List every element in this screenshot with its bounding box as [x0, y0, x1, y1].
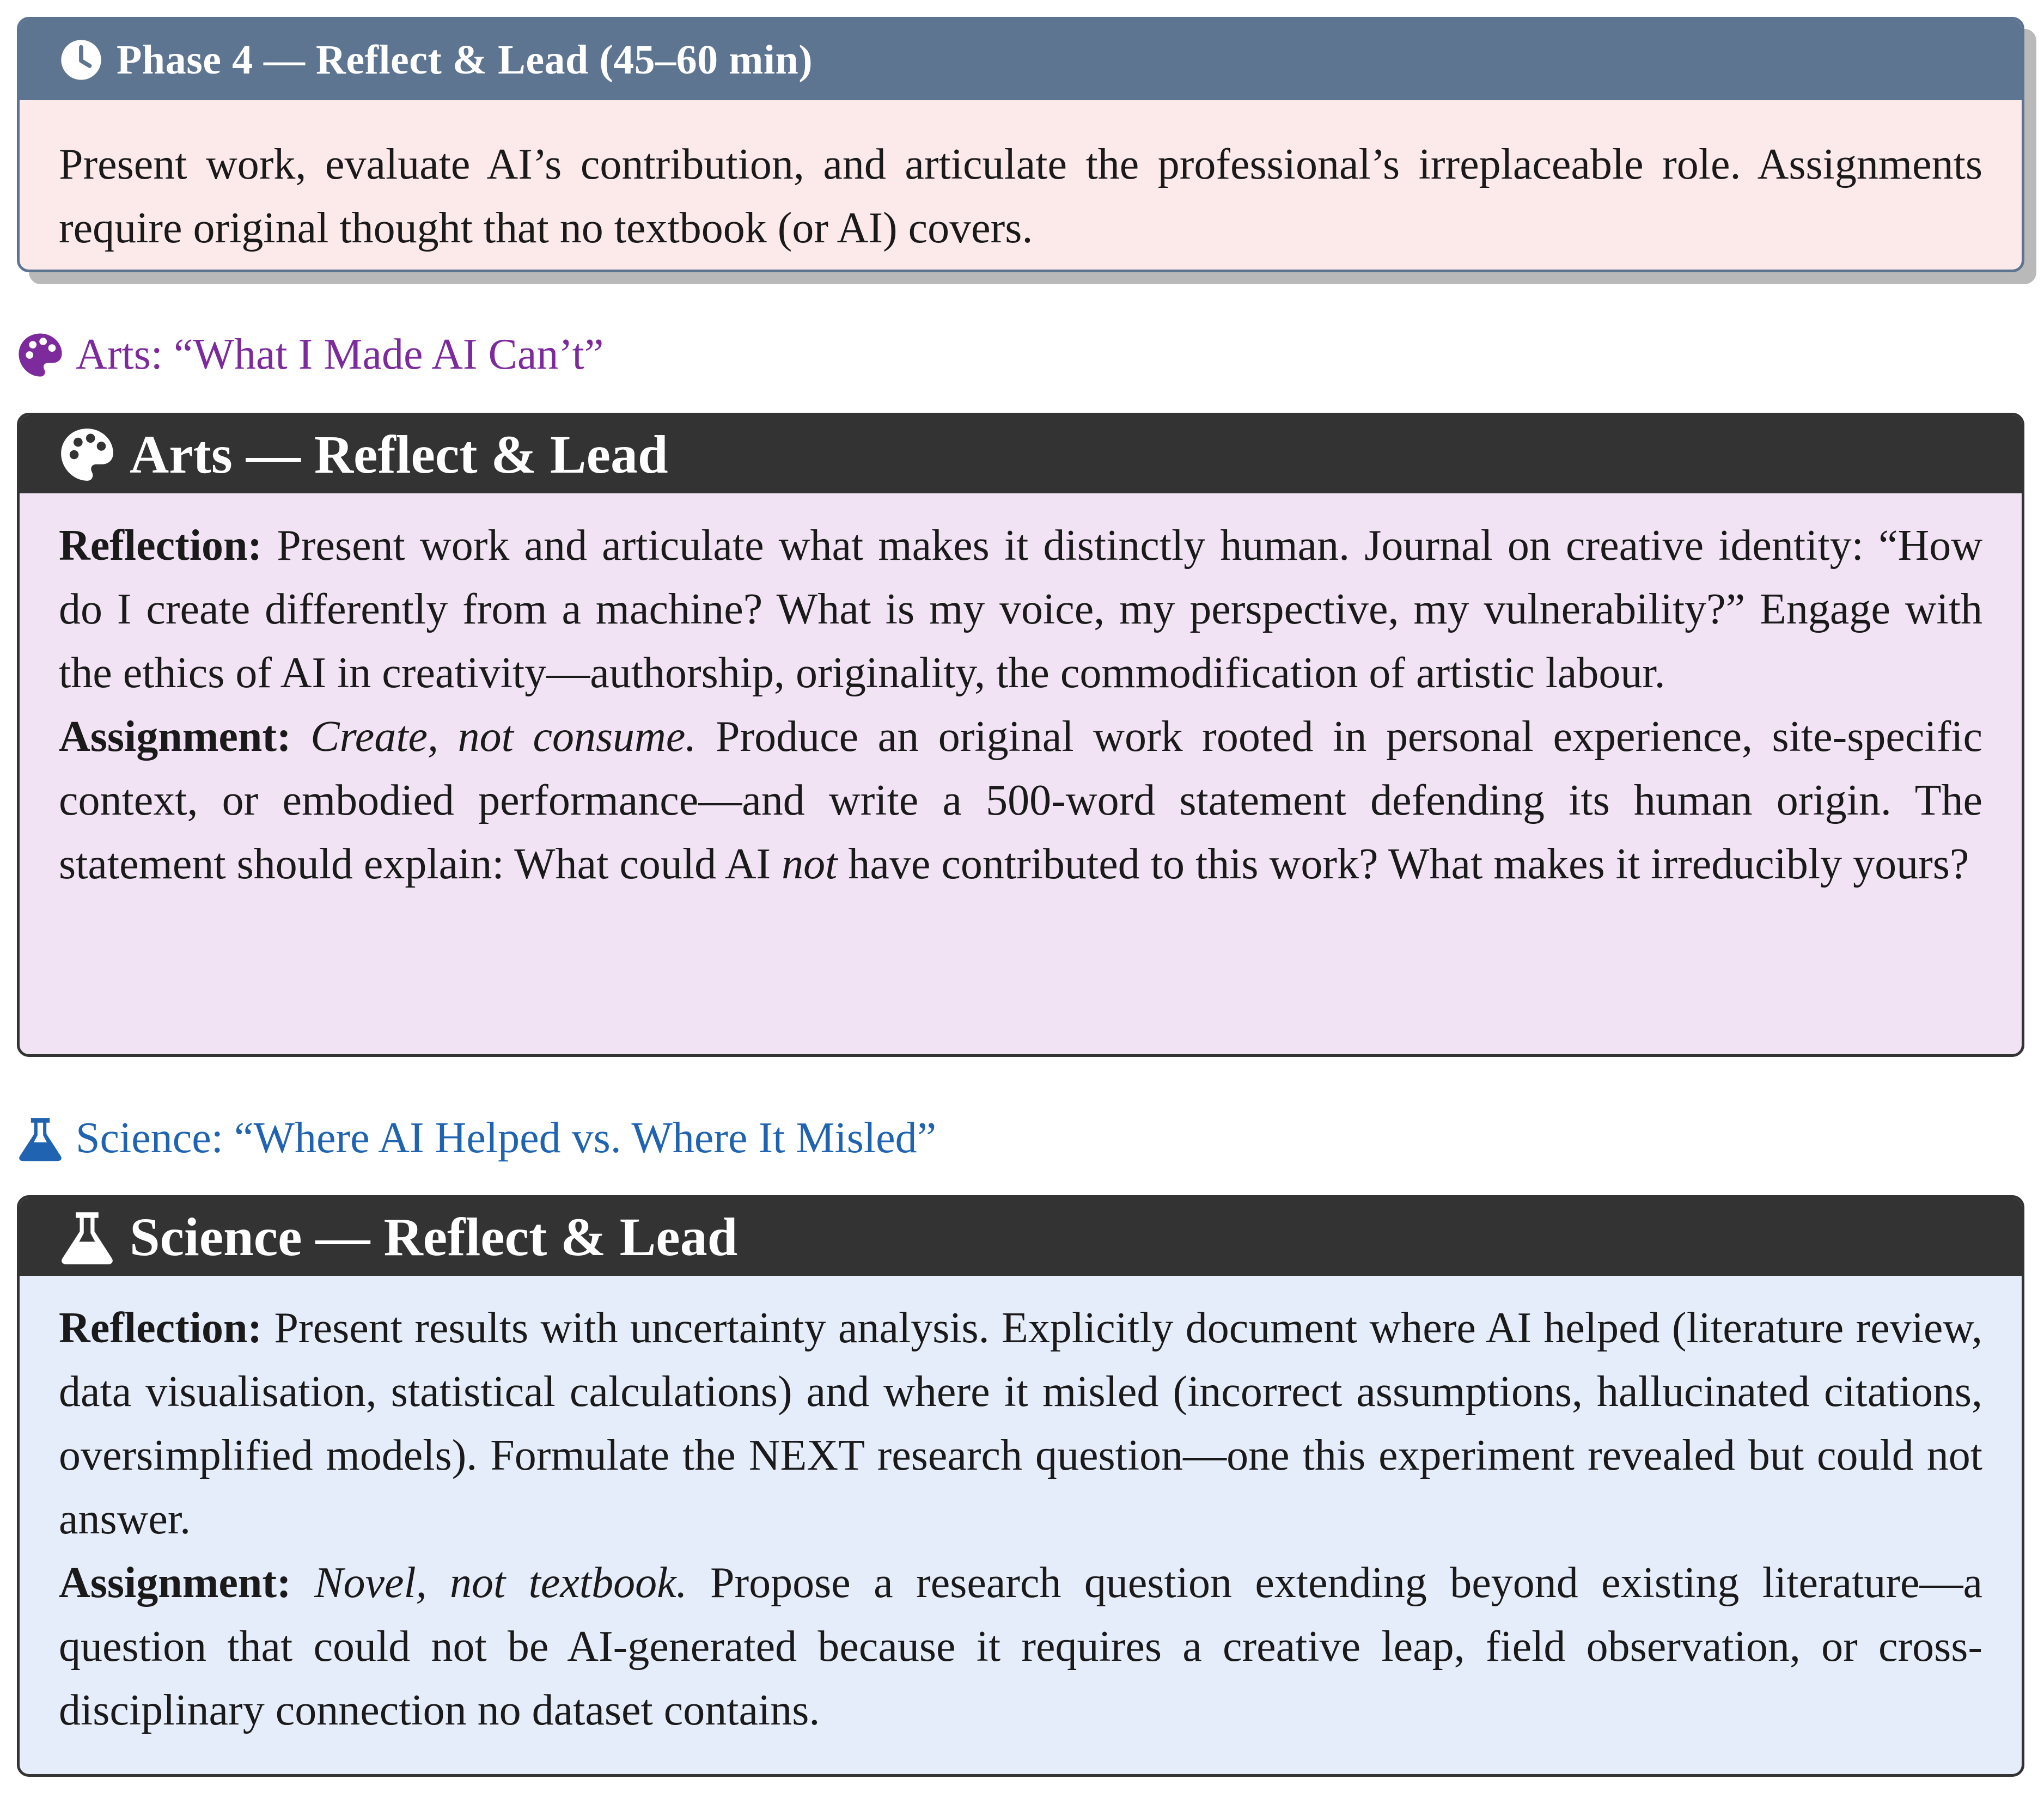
science-box-header	[20, 1198, 2022, 1276]
palette-icon	[17, 332, 64, 378]
reflection-label: Reflection:	[59, 522, 263, 570]
flask-icon	[59, 1209, 115, 1265]
assignment-label: Assignment:	[59, 713, 291, 761]
arts-section-caption	[17, 330, 603, 380]
arts-caption-text: Arts: “What I Made AI Can’t”	[76, 331, 604, 378]
assignment-emphasis: Novel, not textbook.	[314, 1559, 687, 1607]
assignment-text-continued: have contributed to this work? What makes it irreducibly yours?	[848, 840, 1969, 888]
reflection-text: Present work and articulate what makes it distinctly human. Journal on creative identity: “How do I create differently from a machine? What is my voice, my perspective, my vulnerability?” Engage with the ethics of AI in creativity—authorship, originality, the commodification of artistic labour.	[59, 522, 1982, 697]
phase-description: Present work, evaluate AI’s contribution, and articulate the professional’s irreplaceable role. Assignments require original thought that no textbook (or AI) covers.	[59, 140, 1982, 252]
arts-box-body	[20, 493, 2022, 896]
reflection-label: Reflection:	[59, 1304, 263, 1352]
phase-title: Phase 4 — Reflect & Lead (45–60 min)	[117, 36, 813, 83]
arts-box-header	[20, 415, 2022, 493]
science-box-title: Science — Reflect & Lead	[130, 1207, 738, 1267]
phase-header	[20, 20, 2022, 100]
flask-icon	[17, 1115, 64, 1162]
science-box	[17, 1195, 2024, 1777]
reflection-text: Present results with uncertainty analysis. Explicitly document where AI helped (literature review, data visualisation, statistical calculations) and where it misled (incorrect assumptions, hallucinated citations, oversimplified models). Formulate the NEXT research question—one this experiment revealed but could not answer.	[59, 1304, 1982, 1543]
arts-box-title: Arts — Reflect & Lead	[130, 424, 668, 485]
science-box-body	[20, 1276, 2022, 1742]
arts-box	[17, 413, 2024, 1057]
assignment-text: Produce an original work rooted in personal experience, site-specific context, or embodied performance—and write a 500-word statement defending its human origin. The statement should explain: What could AI	[59, 713, 1983, 888]
science-caption-text: Science: “Where AI Helped vs. Where It Misled”	[76, 1114, 937, 1162]
assignment-emphasis: Create, not consume.	[310, 713, 697, 761]
arts-reflection	[59, 514, 1982, 705]
phase-box	[17, 17, 2024, 272]
assignment-label: Assignment:	[59, 1559, 291, 1607]
arts-assignment	[59, 705, 1982, 896]
science-reflection	[59, 1296, 1982, 1551]
assignment-not-emphasis: not	[782, 840, 838, 888]
science-section-caption	[17, 1114, 936, 1163]
assignment-text: Propose a research question extending beyond existing literature—a question that could not be AI-generated because it requires a creative leap, field observation, or cross-disciplinary connection no dataset contains.	[59, 1559, 1983, 1734]
clock-icon	[60, 39, 102, 81]
palette-icon	[59, 426, 115, 483]
science-assignment	[59, 1551, 1982, 1742]
